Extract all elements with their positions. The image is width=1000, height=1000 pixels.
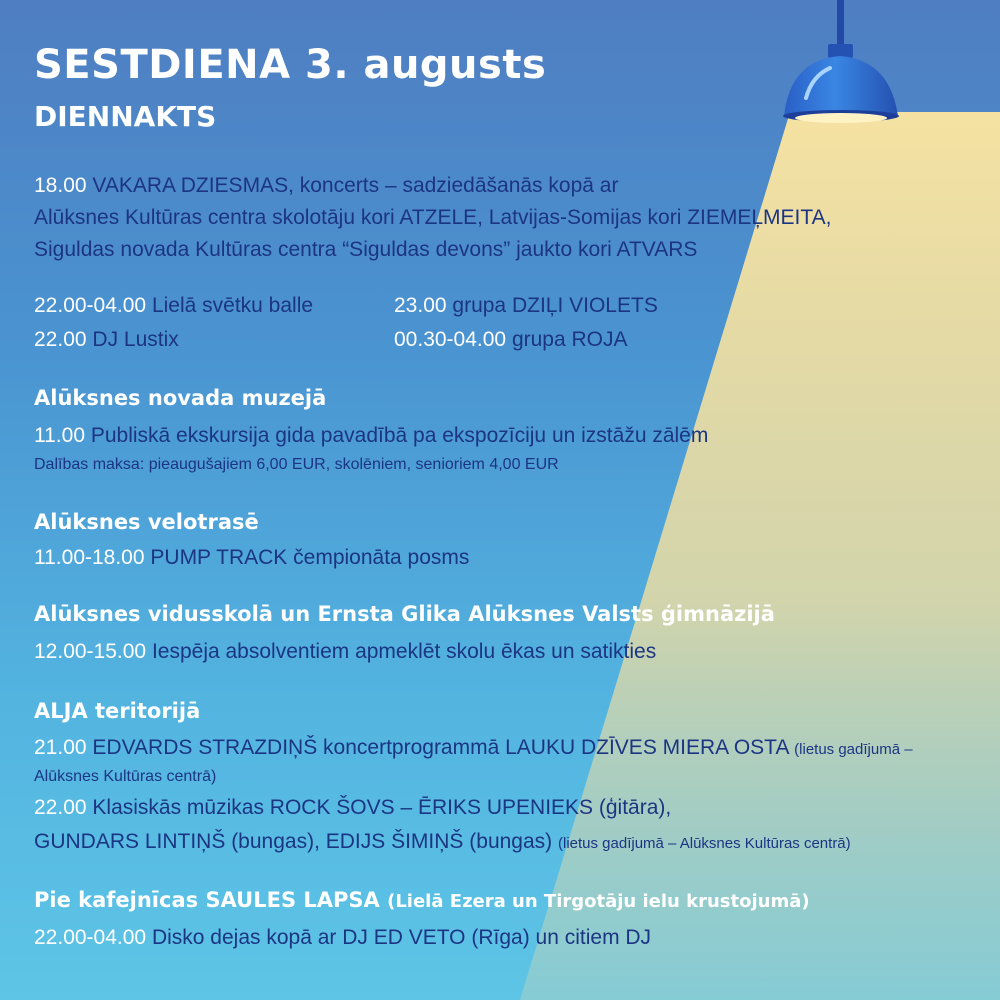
event-text: Iespēja absolventiem apmeklēt skolu ēkas un satikties	[151, 640, 657, 663]
event-text: PUMP TRACK čempionāta posms	[150, 546, 470, 569]
event-rain-note: (lietus gadījumā – Alūksnes Kultūras centrā)	[558, 835, 851, 852]
page-title: SESTDIENA 3. augusts	[34, 42, 547, 88]
heading-note: (Lielā Ezera un Tirgotāju ielu krustojumā)	[387, 891, 810, 912]
page-subtitle: DIENNAKTS	[34, 100, 217, 133]
event-dj-lustix	[34, 328, 179, 352]
event-text: grupa DZIĻI VIOLETS	[452, 294, 658, 317]
event-time: 23.00	[394, 294, 447, 317]
event-skola	[34, 640, 656, 664]
section-heading-velotrase: Alūksnes velotrasē	[34, 510, 259, 534]
event-text: GUNDARS LINTIŅŠ (bungas), EDIJS ŠIMIŅŠ (bungas)	[34, 830, 553, 853]
event-time: 18.00	[34, 174, 87, 197]
event-text: Lielā svētku balle	[151, 294, 314, 317]
lamp-cap	[828, 44, 853, 58]
section-heading-skola: Alūksnes vidusskolā un Ernsta Glika Alūksnes Valsts ģimnāzijā	[34, 602, 775, 626]
event-vakara-line3: Siguldas novada Kultūras centra “Siguldas devons” jaukto kori ATVARS	[34, 238, 698, 261]
event-strazdins	[34, 736, 913, 760]
event-roja	[394, 328, 628, 352]
event-time: 22.00	[34, 796, 87, 819]
event-rain-note-cont: Alūksnes Kultūras centrā)	[34, 768, 217, 785]
event-time: 22.00	[34, 328, 87, 351]
event-rock-sovs	[34, 796, 671, 820]
section-heading-kafejnica	[34, 888, 810, 912]
event-time: 00.30-04.00	[394, 328, 507, 351]
event-text: DJ Lustix	[92, 328, 179, 351]
event-pump-track	[34, 546, 469, 570]
lamp-bulb	[795, 113, 887, 123]
event-time: 21.00	[34, 736, 87, 759]
event-time: 12.00-15.00	[34, 640, 147, 663]
event-disko	[34, 926, 651, 950]
event-text: Disko dejas kopā ar DJ ED VETO (Rīga) un citiem DJ	[151, 926, 652, 949]
event-text: grupa ROJA	[511, 328, 628, 351]
event-time: 22.00-04.00	[34, 926, 147, 949]
event-text: EDVARDS STRAZDIŅŠ koncertprogrammā LAUKU DZĪVES MIERA OSTA	[92, 736, 789, 759]
event-price-note: Dalības maksa: pieaugušajiem 6,00 EUR, skolēniem, senioriem 4,00 EUR	[34, 456, 559, 473]
event-time: 22.00-04.00	[34, 294, 147, 317]
event-balle	[34, 294, 313, 318]
event-dzili-violets	[394, 294, 658, 318]
section-heading-muzejs: Alūksnes novada muzejā	[34, 386, 327, 410]
event-text: Publiskā ekskursija gida pavadībā pa ekspozīciju un izstāžu zālēm	[90, 424, 709, 447]
event-vakara-line2: Alūksnes Kultūras centra skolotāju kori ATZELE, Latvijas-Somijas kori ZIEMEĻMEITA,	[34, 206, 832, 229]
pendant-lamp-icon	[784, 56, 898, 116]
lamp-cord	[837, 0, 844, 46]
event-text: Klasiskās mūzikas ROCK ŠOVS – ĒRIKS UPENIEKS (ģitāra),	[92, 796, 672, 819]
event-time: 11.00	[34, 424, 85, 447]
heading-text: Pie kafejnīcas SAULES LAPSA	[34, 888, 380, 912]
event-rain-note: (lietus gadījumā –	[794, 741, 913, 758]
event-rock-sovs-cont	[34, 830, 851, 854]
section-heading-alja: ALJA teritorijā	[34, 699, 201, 723]
event-muzejs	[34, 424, 708, 448]
event-vakara-line1	[34, 174, 618, 198]
event-time: 11.00-18.00	[34, 546, 145, 569]
event-text: VAKARA DZIESMAS, koncerts – sadziedāšanās kopā ar	[92, 174, 619, 197]
